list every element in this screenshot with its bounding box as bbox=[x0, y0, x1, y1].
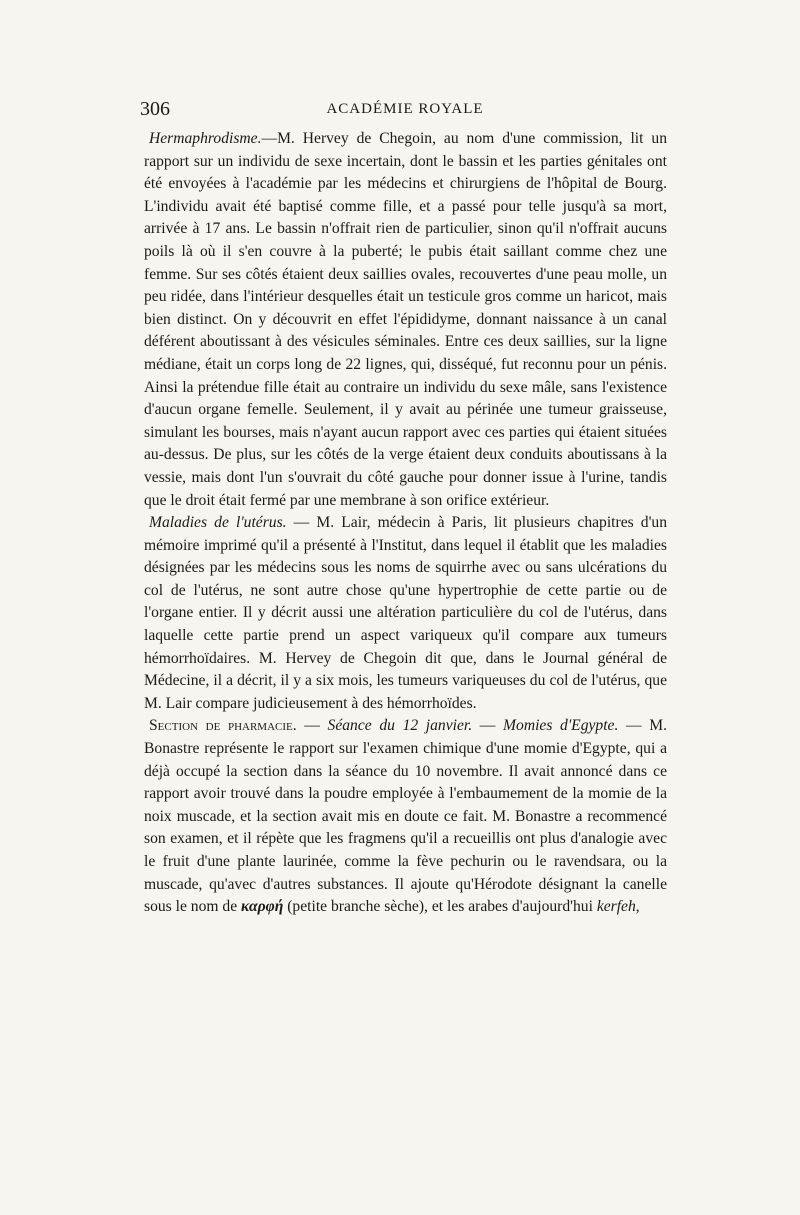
paragraph-heading: Hermaphrodisme. bbox=[149, 130, 262, 147]
page-number: 306 bbox=[140, 98, 170, 120]
session-date: Séance du 12 janvier. bbox=[327, 717, 473, 735]
paragraph-end: , bbox=[635, 898, 640, 916]
dash: — bbox=[472, 717, 504, 735]
subject-heading: Momies d'Egypte. bbox=[503, 717, 619, 735]
paragraph-text: (petite branche sèche), et les arabes d'aujourd'hui bbox=[283, 898, 597, 916]
paragraph-section-pharmacie bbox=[144, 715, 667, 918]
greek-word: καρφή bbox=[241, 898, 284, 916]
paragraph-heading: Maladies de l'utérus. bbox=[149, 514, 287, 532]
paragraph-text: — M. Lair, médecin à Paris, lit plusieurs chapitres d'un mémoire imprimé qu'il a présenté à l'Institut, dans lequel il établit que les maladies désignées par les médecins sous les noms de squirrhe avec ou sans ulcérations du col de l'utérus, ne sont autre chose qu'une hypertrophie de cette partie ou de l'organe entier. Il y décrit aussi une altération particulière du col de l'utérus, dans laquelle cette partie prend un aspect variqueux qu'il compare aux tumeurs hémorrhoïdaires. M. Hervey de Chegoin dit que, dans le Journal général de Médecine, il a décrit, il y a six mois, les tumeurs variqueuses du col de l'utérus, que M. Lair compare judicieusement à des hémorrhoïdes. bbox=[144, 514, 668, 712]
dash: — bbox=[296, 717, 328, 735]
arabic-word: kerfeh bbox=[596, 898, 636, 916]
running-head: ACADÉMIE ROYALE bbox=[326, 101, 484, 117]
paragraph-text: — M. Bonastre représente le rapport sur l'examen chimique d'une momie d'Egypte, qui a déjà occupé la section dans la séance du 10 novembre. Il avait annoncé dans ce rapport avoir trouvé dans la poudre employée à l'embaumement de la momie de la noix muscade, et la section avait mis en doute ce fait. M. Bonastre a recommencé son examen, et il répète que les fragmens qu'il a recueillis ont plus d'analogie avec le fruit d'une plante laurinée, comme la fève pechurin ou le ravendsara, ou la muscade, qu'avec d'autres substances. Il ajoute qu'Hérodote désignant la canelle sous le nom de bbox=[144, 717, 668, 916]
paragraph-hermaphrodisme bbox=[144, 128, 667, 512]
paragraph-text: —M. Hervey de Chegoin, au nom d'une commission, lit un rapport sur un individu de sexe incertain, dont le bassin et les parties génitales ont été envoyées à l'académie par les médecins et chirurgiens de l'hôpital de Bourg. L'individu avait été baptisé comme fille, et a passé pour telle jusqu'à sa mort, arrivée à 17 ans. Le bassin n'offrait rien de particulier, sinon qu'il n'offrait aucuns poils là où il s'en couvre à la puberté; le pubis était saillant comme chez une femme. Sur ses côtés étaient deux saillies ovales, recouvertes d'une peau molle, un peu ridée, dans l'intérieur desquelles était un testicule gros comme un haricot, mais bien distinct. On y découvrit en effet l'épididyme, donnant naissance à un canal déférent aboutissant à des vésicules séminales. Entre ces deux saillies, sur la ligne médiane, était un corps long de 22 lignes, qui, disséqué, fut reconnu pour un pénis. Ainsi la prétendue fille était au contraire un individu du sexe mâle, sans l'existence d'aucun organe femelle. Seulement, il y avait au périnée une tumeur graisseuse, simulant les bourses, mais n'ayant aucun rapport avec ces parties qui étaient situées au-dessus. De plus, sur les côtés de la verge étaient deux conduits aboutissans à la vessie, mais dont l'un s'ouvrait du côté gauche pour donner issue à l'urine, tandis que le droit était fermé par une membrane à son orifice extérieur. bbox=[144, 130, 667, 509]
page-header bbox=[140, 98, 670, 124]
section-label: Section de pharmacie. bbox=[149, 717, 297, 735]
paragraph-maladies-uterus bbox=[144, 512, 667, 715]
body-text bbox=[144, 128, 667, 919]
